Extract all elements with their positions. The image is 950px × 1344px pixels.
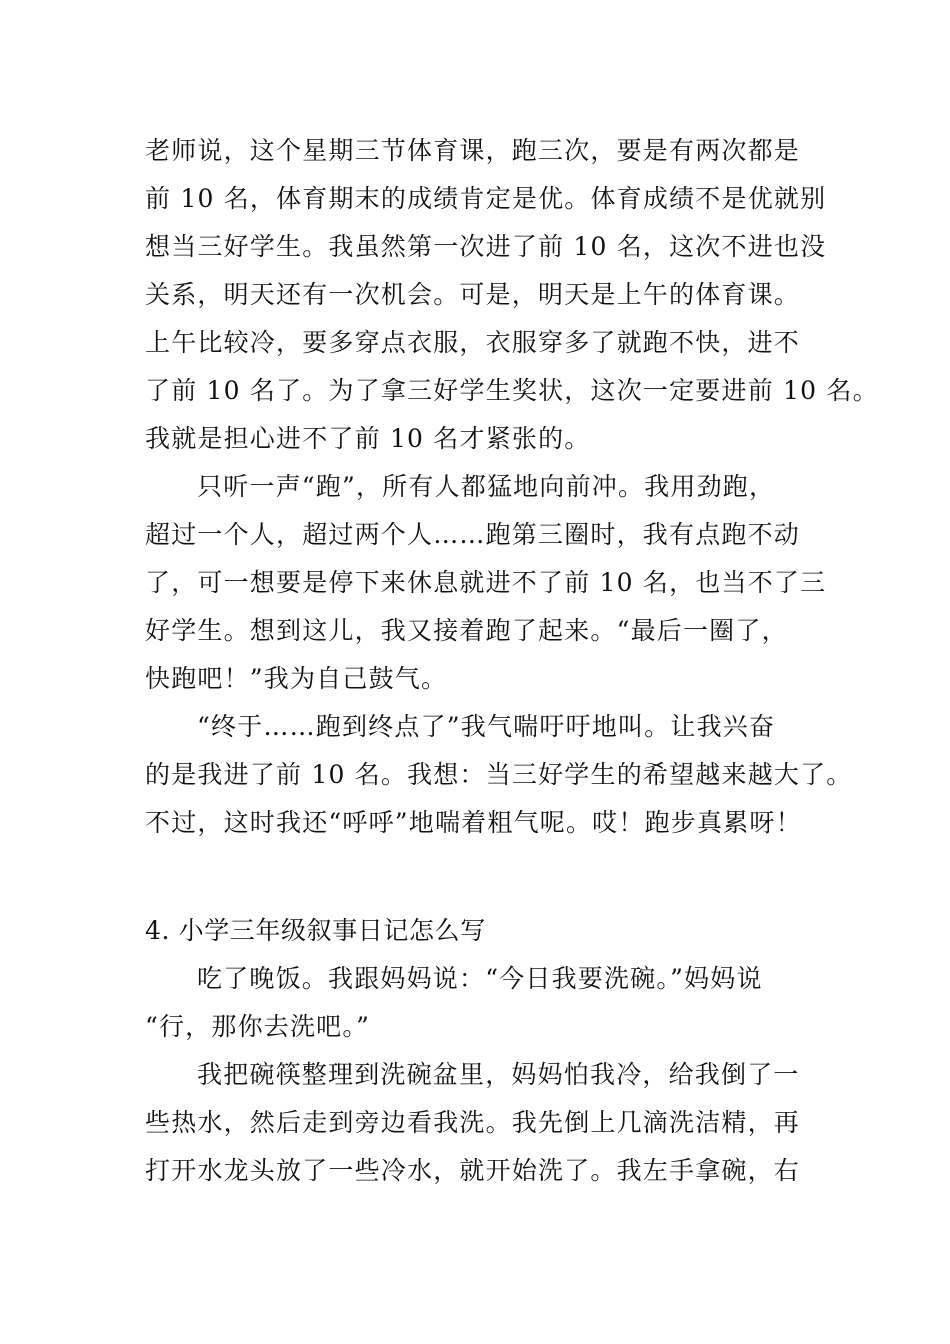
- text-line: 超过一个人，超过两个人……跑第三圈时，我有点跑不动: [145, 520, 801, 549]
- paragraph-start-line: 我把碗筷整理到洗碗盆里，妈妈怕我冷，给我倒了一: [197, 1060, 800, 1089]
- section-heading: 4. 小学三年级叙事日记怎么写: [145, 916, 486, 945]
- text-line: 些热水，然后走到旁边看我洗。我先倒上几滴洗洁精，再: [145, 1108, 801, 1137]
- text-line: 关系，明天还有一次机会。可是，明天是上午的体育课。: [145, 280, 801, 309]
- text-line: 上午比较冷，要多穿点衣服，衣服穿多了就跑不快，进不: [145, 328, 801, 357]
- text-line: 打开水龙头放了一些冷水，就开始洗了。我左手拿碗，右: [145, 1156, 801, 1185]
- text-line: 前 10 名，体育期末的成绩肯定是优。体育成绩不是优就别: [145, 184, 827, 213]
- text-line: 不过，这时我还“呼呼”地喘着粗气呢。哎！跑步真累呀！: [145, 808, 802, 837]
- paragraph-start-line: “终于……跑到终点了”我气喘吁吁地叫。让我兴奋: [197, 712, 776, 741]
- paragraph-start-line: 只听一声“跑”，所有人都猛地向前冲。我用劲跑，: [197, 472, 776, 501]
- text-line: 老师说，这个星期三节体育课，跑三次，要是有两次都是: [145, 136, 801, 165]
- paragraph-start-line: 吃了晚饭。我跟妈妈说：“今日我要洗碗。”妈妈说: [197, 964, 763, 993]
- text-line: 了前 10 名了。为了拿三好学生奖状，这次一定要进前 10 名。: [145, 376, 879, 405]
- text-line: 快跑吧！”我为自己鼓气。: [145, 664, 448, 693]
- text-line: 想当三好学生。我虽然第一次进了前 10 名，这次不进也没: [145, 232, 827, 261]
- text-line: 我就是担心进不了前 10 名才紧张的。: [145, 424, 591, 453]
- text-line: 好学生。想到这儿，我又接着跑了起来。“最后一圈了，: [145, 616, 788, 645]
- text-line: 的是我进了前 10 名。我想：当三好学生的希望越来越大了。: [145, 760, 853, 789]
- text-line: “行，那你去洗吧。”: [145, 1012, 371, 1041]
- text-line: 了，可一想要是停下来休息就进不了前 10 名，也当不了三: [145, 568, 827, 597]
